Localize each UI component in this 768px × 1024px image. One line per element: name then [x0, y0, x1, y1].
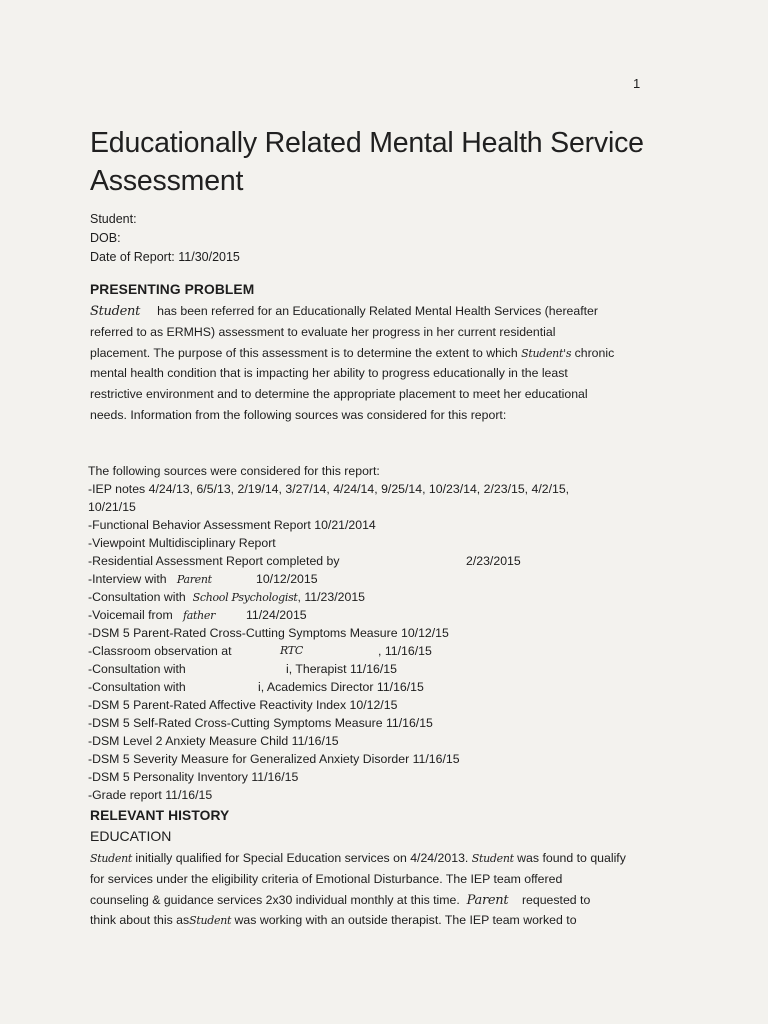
source-item: -DSM Level 2 Anxiety Measure Child 11/16/15 [88, 734, 339, 748]
paragraph-line: mental health condition that is impacting her ability to progress educationally in the least [90, 366, 568, 381]
source-item [88, 588, 569, 606]
text-fragment: -Residential Assessment Report completed by [88, 554, 340, 568]
sources-intro: The following sources were considered for this report: [88, 464, 380, 478]
text-fragment: -Classroom observation at [88, 644, 232, 658]
source-item: -DSM 5 Parent-Rated Affective Reactivity Index 10/12/15 [88, 698, 398, 712]
handwritten-student: Student [90, 852, 132, 865]
source-item [88, 606, 569, 624]
source-item [88, 642, 569, 660]
paragraph-line: for services under the eligibility criteria of Emotional Disturbance. The IEP team offered [90, 871, 563, 886]
source-item: 10/21/15 [88, 500, 136, 514]
paragraph-line [90, 848, 690, 869]
handwritten-parent: Parent [466, 892, 509, 908]
source-item [88, 678, 569, 696]
text-fragment: -Consultation with [88, 680, 186, 694]
text-fragment: -Interview with [88, 572, 167, 586]
text-fragment: -Voicemail from [88, 608, 173, 622]
handwritten-student: Student [189, 914, 232, 928]
text-fragment: counseling & guidance services 2x30 individual monthly at this time. [90, 892, 460, 907]
source-item [88, 552, 569, 570]
paragraph-line [90, 910, 690, 931]
text-fragment: think about this as [90, 913, 190, 928]
education-paragraph [90, 848, 690, 931]
text-fragment: -Consultation with [88, 662, 186, 676]
handwritten-school-psychologist: School Psychologist [192, 591, 298, 604]
dob-label: DOB: [90, 231, 121, 245]
handwritten-student: Student [471, 852, 514, 865]
report-date: Date of Report: 11/30/2015 [90, 250, 240, 264]
text-fragment: initially qualified for Special Education services on 4/24/2013. [135, 851, 469, 865]
page-title: Educationally Related Mental Health Service Assessment [90, 127, 644, 197]
source-item [88, 660, 569, 678]
text-fragment: i, Therapist 11/16/15 [286, 662, 397, 676]
text-fragment: requested to [521, 892, 591, 907]
source-item: -Functional Behavior Assessment Report 10/21/2014 [88, 518, 376, 532]
source-item: -DSM 5 Parent-Rated Cross-Cutting Symptoms Measure 10/12/15 [88, 626, 449, 640]
text-fragment: placement. The purpose of this assessment is to determine the extent to which [90, 345, 518, 360]
text-fragment: was found to qualify [517, 851, 626, 865]
source-item: -DSM 5 Severity Measure for Generalized Anxiety Disorder 11/16/15 [88, 752, 460, 766]
paragraph-line: referred to as ERMHS) assessment to evaluate her progress in her current residential [90, 324, 556, 339]
page-number: 1 [633, 76, 641, 91]
text-fragment: chronic [574, 345, 615, 360]
source-item: -Grade report 11/16/15 [88, 788, 213, 802]
handwritten-student: Student [90, 304, 141, 319]
relevant-history-heading: RELEVANT HISTORY [90, 808, 230, 823]
text-fragment: has been referred for an Educationally Related Mental Health Services (hereafter [157, 304, 598, 318]
paragraph-line [90, 301, 650, 322]
text-fragment: 10/12/2015 [256, 572, 318, 586]
text-fragment: -Consultation with [88, 590, 186, 604]
paragraph-line [90, 343, 650, 364]
handwritten-rtc: RTC [280, 644, 303, 657]
sources-list [88, 462, 569, 804]
education-subheading: EDUCATION [90, 828, 172, 844]
text-fragment: i, Academics Director 11/16/15 [258, 680, 424, 694]
source-item: -DSM 5 Personality Inventory 11/16/15 [88, 770, 299, 784]
student-info [90, 210, 240, 267]
source-item: -Viewpoint Multidisciplinary Report [88, 536, 276, 550]
source-item [88, 570, 569, 588]
paragraph-line: needs. Information from the following sources was considered for this report: [90, 407, 507, 422]
text-fragment: was working with an outside therapist. The IEP team worked to [234, 913, 577, 928]
text-fragment: , 11/23/2015 [297, 590, 366, 604]
handwritten-father: father [182, 609, 216, 622]
student-label: Student: [90, 212, 137, 226]
handwritten-parent: Parent [176, 573, 212, 586]
source-item: -IEP notes 4/24/13, 6/5/13, 2/19/14, 3/27/14, 4/24/14, 9/25/14, 10/23/14, 2/23/15, 4/2/15, [88, 482, 570, 496]
presenting-problem-paragraph [90, 301, 650, 426]
text-fragment: 2/23/2015 [466, 554, 521, 568]
source-item: -DSM 5 Self-Rated Cross-Cutting Symptoms Measure 11/16/15 [88, 716, 433, 730]
paragraph-line: restrictive environment and to determine the appropriate placement to meet her educational [90, 387, 588, 402]
text-fragment: 11/24/2015 [246, 608, 307, 622]
presenting-problem-heading: PRESENTING PROBLEM [90, 282, 255, 297]
paragraph-line [90, 890, 690, 911]
handwritten-students: Student's [521, 346, 572, 360]
text-fragment: , 11/16/15 [378, 644, 432, 658]
